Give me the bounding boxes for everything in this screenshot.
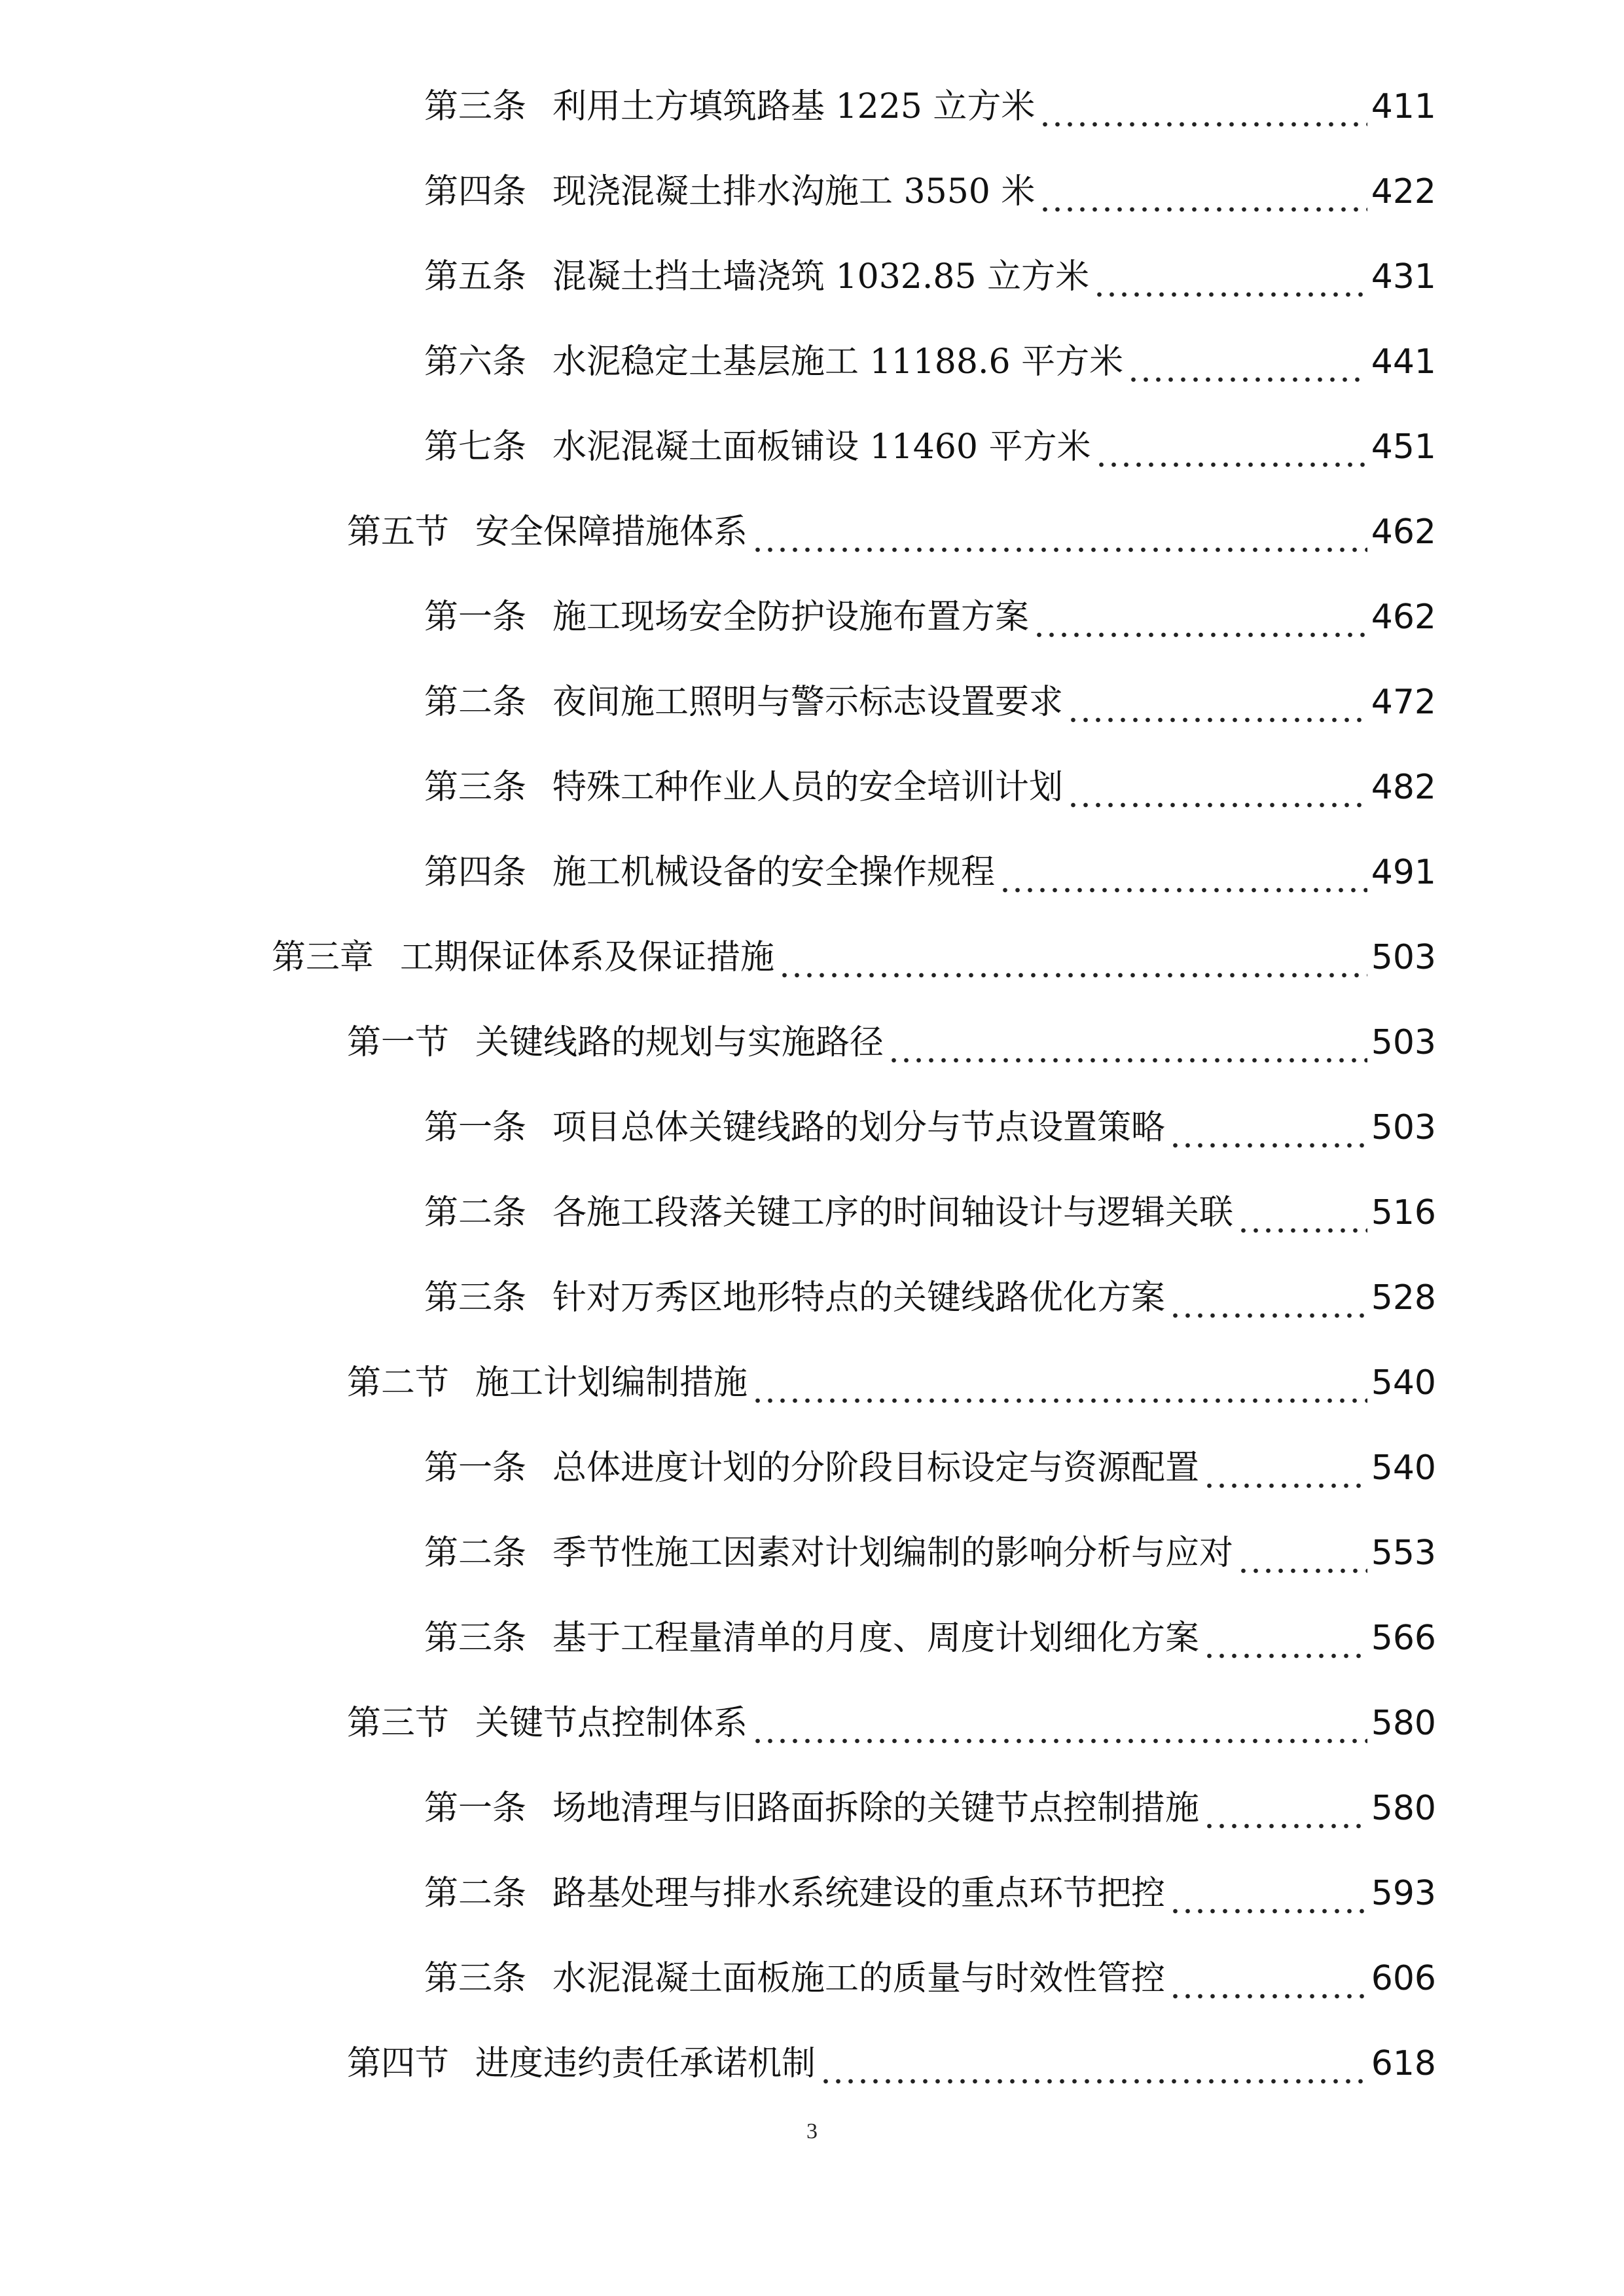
entry-title: 夜间施工照明与警示标志设置要求 [552, 683, 1064, 722]
entry-page: 411 [1371, 87, 1436, 126]
toc-entry[interactable] [424, 1183, 1436, 1242]
dot-leader [1203, 1455, 1367, 1489]
entry-title: 水泥稳定土基层施工 11188.6 平方米 [552, 342, 1124, 382]
dot-leader [1169, 1285, 1367, 1319]
toc-entry[interactable] [272, 928, 1436, 987]
entry-label: 第一条 [424, 1108, 527, 1147]
entry-page: 491 [1371, 853, 1436, 892]
entry-title: 场地清理与旧路面拆除的关键节点控制措施 [552, 1789, 1200, 1828]
toc-entry[interactable] [424, 162, 1436, 221]
dot-leader [888, 1030, 1367, 1064]
entry-page: 606 [1371, 1959, 1436, 1998]
toc-entry[interactable] [424, 1779, 1436, 1838]
entry-label: 第五节 [347, 512, 450, 552]
entry-page: 451 [1371, 427, 1436, 467]
toc-entry[interactable] [424, 77, 1436, 136]
entry-page: 462 [1371, 512, 1436, 552]
dot-leader [751, 1710, 1367, 1744]
page-number: 3 [806, 2119, 818, 2144]
entry-title: 基于工程量清单的月度、周度计划细化方案 [552, 1619, 1200, 1658]
entry-page: 516 [1371, 1193, 1436, 1232]
entry-page: 503 [1371, 1023, 1436, 1062]
entry-title: 工期保证体系及保证措施 [400, 938, 775, 977]
entry-title: 项目总体关键线路的划分与节点设置策略 [552, 1108, 1166, 1147]
entry-page: 431 [1371, 257, 1436, 296]
entry-label: 第一条 [424, 1789, 527, 1828]
dot-leader [1127, 349, 1367, 383]
dot-leader [778, 944, 1367, 978]
entry-label: 第二条 [424, 1874, 527, 1913]
toc-entry[interactable] [424, 1098, 1436, 1157]
entry-title: 施工现场安全防护设施布置方案 [552, 598, 1030, 637]
entry-title: 施工计划编制措施 [475, 1363, 748, 1403]
dot-leader [1039, 94, 1367, 128]
dot-leader [1203, 1625, 1367, 1659]
entry-title: 水泥混凝土面板铺设 11460 平方米 [552, 427, 1091, 467]
entry-label: 第四节 [347, 2044, 450, 2083]
toc-entry[interactable] [424, 1949, 1436, 2008]
entry-label: 第二条 [424, 1193, 527, 1232]
toc-entry[interactable] [424, 758, 1436, 817]
entry-label: 第五条 [424, 257, 527, 296]
dot-leader [1095, 434, 1367, 468]
entry-label: 第三章 [272, 938, 374, 977]
entry-label: 第三条 [424, 1959, 527, 1998]
dot-leader [751, 1370, 1367, 1404]
toc-entry[interactable] [347, 1354, 1436, 1412]
entry-label: 第三条 [424, 1619, 527, 1658]
entry-page: 528 [1371, 1278, 1436, 1318]
dot-leader [820, 2051, 1367, 2085]
entry-page: 580 [1371, 1704, 1436, 1743]
toc-entry[interactable] [347, 2034, 1436, 2093]
dot-leader [1067, 689, 1367, 723]
entry-page: 503 [1371, 1108, 1436, 1147]
entry-page: 566 [1371, 1619, 1436, 1658]
toc-entry[interactable] [424, 673, 1436, 732]
entry-title: 路基处理与排水系统建设的重点环节把控 [552, 1874, 1166, 1913]
entry-label: 第二条 [424, 1534, 527, 1573]
entry-label: 第三节 [347, 1704, 450, 1743]
entry-title: 混凝土挡土墙浇筑 1032.85 立方米 [552, 257, 1090, 296]
entry-label: 第六条 [424, 342, 527, 382]
dot-leader [751, 519, 1367, 553]
entry-page: 540 [1371, 1363, 1436, 1403]
entry-title: 季节性施工因素对计划编制的影响分析与应对 [552, 1534, 1234, 1573]
entry-title: 施工机械设备的安全操作规程 [552, 853, 996, 892]
toc-entry[interactable] [347, 503, 1436, 562]
entry-page: 580 [1371, 1789, 1436, 1828]
dot-leader [1169, 1965, 1367, 2000]
dot-leader [1039, 179, 1367, 213]
entry-label: 第一条 [424, 1448, 527, 1488]
entry-title: 安全保障措施体系 [475, 512, 748, 552]
entry-label: 第三条 [424, 1278, 527, 1318]
entry-label: 第二条 [424, 683, 527, 722]
entry-title: 关键节点控制体系 [475, 1704, 748, 1743]
dot-leader [1093, 264, 1367, 298]
toc-entry[interactable] [424, 332, 1436, 391]
dot-leader [999, 859, 1367, 893]
entry-label: 第七条 [424, 427, 527, 467]
entry-label: 第四条 [424, 172, 527, 211]
toc-entry[interactable] [424, 247, 1436, 306]
toc-entry[interactable] [424, 1609, 1436, 1668]
entry-page: 462 [1371, 598, 1436, 637]
entry-label: 第一节 [347, 1023, 450, 1062]
entry-page: 618 [1371, 2044, 1436, 2083]
entry-title: 水泥混凝土面板施工的质量与时效性管控 [552, 1959, 1166, 1998]
entry-title: 关键线路的规划与实施路径 [475, 1023, 884, 1062]
entry-label: 第一条 [424, 598, 527, 637]
entry-label: 第四条 [424, 853, 527, 892]
dot-leader [1237, 1200, 1367, 1234]
toc-entry[interactable] [424, 418, 1436, 476]
entry-page: 503 [1371, 938, 1436, 977]
toc-entry[interactable] [424, 1439, 1436, 1498]
entry-title: 进度违约责任承诺机制 [475, 2044, 816, 2083]
entry-title: 利用土方填筑路基 1225 立方米 [552, 87, 1036, 126]
entry-label: 第三条 [424, 768, 527, 807]
entry-page: 540 [1371, 1448, 1436, 1488]
entry-title: 各施工段落关键工序的时间轴设计与逻辑关联 [552, 1193, 1234, 1232]
toc-entry[interactable] [347, 1013, 1436, 1072]
toc-entry[interactable] [424, 843, 1436, 902]
toc-entry[interactable] [347, 1694, 1436, 1753]
entry-title: 针对万秀区地形特点的关键线路优化方案 [552, 1278, 1166, 1318]
dot-leader [1237, 1540, 1367, 1574]
entry-label: 第三条 [424, 87, 527, 126]
dot-leader [1033, 604, 1367, 638]
toc-entry[interactable] [424, 1524, 1436, 1583]
entry-page: 472 [1371, 683, 1436, 722]
dot-leader [1203, 1795, 1367, 1829]
entry-page: 422 [1371, 172, 1436, 211]
dot-leader [1067, 774, 1367, 808]
entry-title: 总体进度计划的分阶段目标设定与资源配置 [552, 1448, 1200, 1488]
dot-leader [1169, 1115, 1367, 1149]
toc-entry[interactable] [424, 1864, 1436, 1923]
dot-leader [1169, 1880, 1367, 1914]
entry-page: 441 [1371, 342, 1436, 382]
entry-title: 现浇混凝土排水沟施工 3550 米 [552, 172, 1036, 211]
entry-title: 特殊工种作业人员的安全培训计划 [552, 768, 1064, 807]
toc-entry[interactable] [424, 588, 1436, 647]
entry-page: 482 [1371, 768, 1436, 807]
toc-entry[interactable] [424, 1268, 1436, 1327]
entry-label: 第二节 [347, 1363, 450, 1403]
entry-page: 553 [1371, 1534, 1436, 1573]
entry-page: 593 [1371, 1874, 1436, 1913]
